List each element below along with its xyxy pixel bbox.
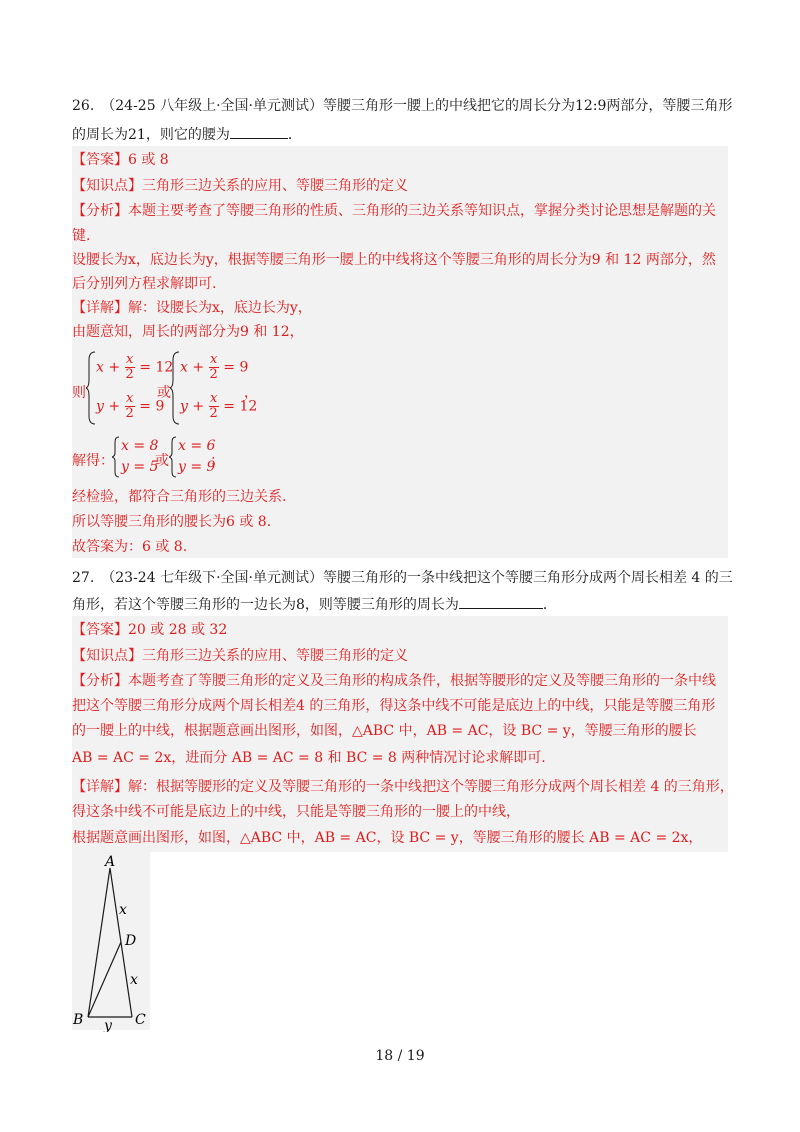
label-y: y [104, 1018, 112, 1032]
left-brace-icon [112, 436, 120, 478]
q26-eq-2b: y + $\frac{x}{2}$ = 12 [180, 391, 258, 421]
q27-knowledge-points: 【知识点】三角形三边关系的应用、等腰三角形的定义 [72, 648, 408, 664]
q26-detail-line-1: 【详解】解：设腰长为x，底边长为y， [72, 300, 312, 316]
q26-analysis-line-3: 设腰长为x，底边长为y，根据等腰三角形一腰上的中线将这个等腰三角形的周长分为9 和 12 两部分，然 [72, 252, 716, 268]
q26-analysis-line-2: 键. [72, 228, 91, 244]
q26-final-answer: 故答案为：6 或 8. [72, 539, 188, 555]
q27-analysis-line-1: 【分析】本题考查了等腰三角形的定义及三角形的构成条件，根据等腰形的定义及等腰三角形的一条中线 [72, 673, 716, 689]
q27-detail-line-2: 得这条中线不可能是底边上的中线，只能是等腰三角形的一腰上的中线， [72, 804, 520, 820]
q26-stem-text: 的周长为21，则它的腰为 [72, 127, 230, 143]
q27-answer-blank [459, 594, 543, 609]
triangle-abc-figure [72, 852, 152, 1032]
q27-stem-line-2: 角形，若这个等腰三角形的一边长为8，则等腰三角形的周长为 ． [72, 594, 557, 615]
q26-sol-1a: x = 8 [121, 438, 159, 454]
label-d: D [125, 933, 137, 949]
q26-stem-line-2: 的周长为21，则它的腰为 ． [72, 124, 302, 145]
label-x-lower: x [130, 972, 138, 988]
side-ab [88, 868, 110, 1017]
q27-analysis-line-3: 的一腰上的中线，根据题意画出图形，如图，△ABC 中，AB = AC，设 BC = y，等腰三角形的腰长 [72, 723, 697, 739]
label-c: C [135, 1012, 146, 1028]
q26-check-line-2: 所以等腰三角形的腰长为6 或 8. [72, 514, 272, 530]
q26-analysis-line-4: 后分别列方程求解即可. [72, 276, 217, 292]
q26-sol-2b: y = 9 [178, 459, 216, 475]
q27-detail-line-1: 【详解】解：根据等腰形的定义及等腰三角形的一条中线把这个等腰三角形分成两个周长相差 4 的三角形， [72, 779, 734, 795]
q27-stem-text: 角形，若这个等腰三角形的一边长为8，则等腰三角形的周长为 [72, 597, 459, 613]
q27-analysis-line-4: AB = AC = 2x，进而分 AB = AC = 8 和 BC = 8 两种情况讨论求解即可. [72, 750, 546, 766]
q26-eq-1a: x + $\frac{x}{2}$ = 12 [96, 352, 174, 382]
q26-answer-blank [230, 124, 288, 139]
left-brace-icon [169, 436, 177, 478]
q26-sol-2a: x = 6 [178, 438, 216, 454]
q26-knowledge-points: 【知识点】三角形三边关系的应用、等腰三角形的定义 [72, 178, 408, 194]
q26-answer: 【答案】6 或 8 [72, 152, 169, 168]
q26-detail-line-2: 由题意知，周长的两部分为9 和 12， [72, 324, 304, 340]
left-brace-icon [170, 350, 180, 426]
q26-stem-line-1: 26. （24-25 八年级上·全国·单元测试）等腰三角形一腰上的中线把它的周长分为12:9两部分，等腰三角形 [72, 98, 733, 114]
q27-stem-line-1: 27. （23-24 七年级下·全国·单元测试）等腰三角形的一条中线把这个等腰三角形分成两个周长相差 4 的三 [72, 570, 733, 586]
q26-sol-1b: y = 5 [121, 459, 159, 475]
page-number: 18 / 19 [375, 1048, 425, 1064]
left-brace-icon [86, 350, 96, 426]
q26-check-line-1: 经检验，都符合三角形的三边关系. [72, 489, 287, 505]
q26-eq-1b: y + $\frac{x}{2}$ = 9 [96, 391, 165, 421]
q27-analysis-line-2: 把这个等腰三角形分成两个周长相差4 的三角形，得这条中线不可能是底边上的中线，只能是等腰三角形 [72, 698, 716, 714]
label-b: B [73, 1012, 84, 1028]
q26-eq-2a: x + $\frac{x}{2}$ = 9 [180, 352, 249, 382]
q27-answer: 【答案】20 或 28 或 32 [72, 622, 228, 638]
label-x-upper: x [119, 902, 127, 918]
q27-detail-line-3: 根据题意画出图形，如图，△ABC 中，AB = AC，设 BC = y，等腰三角形的腰长 AB = AC = 2x， [72, 830, 703, 846]
q26-analysis-line-1: 【分析】本题主要考查了等腰三角形的性质、三角形的三边关系等知识点，掌握分类讨论思想是解题的关 [72, 203, 716, 219]
label-a: A [105, 854, 116, 870]
